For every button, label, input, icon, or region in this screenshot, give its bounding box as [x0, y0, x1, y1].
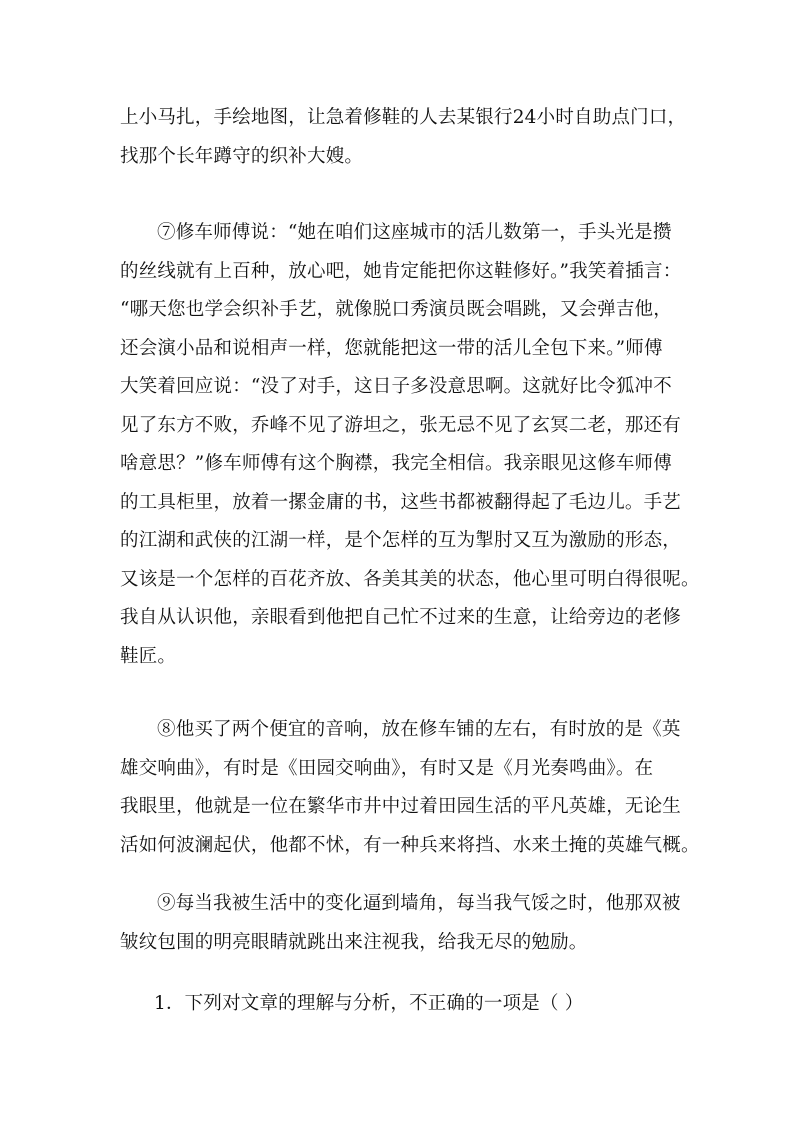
text-line: ⑦修车师傅说：“她在咱们这座城市的活儿数第一，手头光是攒 — [157, 222, 672, 243]
text-line: 大笑着回应说：“没了对手，这日子多没意思啊。这就好比令狐冲不 — [120, 376, 672, 397]
text-line: 还会演小品和说相声一样，您就能把这一带的活儿全包下来。”师傅 — [120, 337, 663, 359]
text-line: 见了东方不败，乔峰不见了游坦之，张无忌不见了玄冥二老，那还有 — [120, 414, 682, 436]
text-line: 雄交响曲》，有时是《田园交响曲》，有时又是《月光奏鸣曲》。在 — [120, 757, 654, 779]
text-line: 皱纹包围的明亮眼睛就跳出来注视我，给我无尽的勉励。 — [120, 931, 588, 953]
text-line: 鞋匠。 — [120, 645, 177, 667]
paragraph-7 — [120, 214, 700, 676]
text-line: 活如何波澜起伏，他都不怵，有一种兵来将挡、水来土掩的英雄气概。 — [120, 834, 700, 856]
paragraph-9 — [120, 885, 688, 962]
text-line: 的工具柜里，放着一摞金庸的书，这些书都被翻得起了毛边儿。手艺 — [120, 491, 682, 513]
question-1 — [120, 985, 688, 1024]
text-line: 的丝线就有上百种，放心吧，她肯定能把你这鞋修好。”我笑着插言： — [120, 260, 682, 282]
text-line: 上小马扎，手绘地图，让急着修鞋的人去某银行24小时自助点门口， — [120, 107, 687, 128]
text-line: 的江湖和武侠的江湖一样，是个怎样的互为掣肘又互为激励的形态， — [120, 530, 682, 551]
text-line: 又该是一个怎样的百花齐放、各美其美的状态，他心里可明白得很呢。 — [120, 568, 700, 590]
paragraph-8 — [120, 711, 700, 865]
text-line: 找那个长年蹲守的织补大嫂。 — [120, 145, 364, 167]
text-line: 啥意思？”修车师傅有这个胸襟，我完全相信。我亲眼见这修车师傅 — [120, 453, 672, 474]
text-line: 我自从认识他，亲眼看到他把自己忙不过来的生意，让给旁边的老修 — [120, 607, 682, 628]
text-line: ⑧他买了两个便宜的音响，放在修车铺的左右，有时放的是《英 — [157, 719, 681, 740]
text-line: “哪天您也学会织补手艺，就像脱口秀演员既会唱跳，又会弹吉他， — [120, 299, 672, 320]
question-text: 1．下列对文章的理解与分析，不正确的一项是（ ） — [154, 993, 584, 1014]
text-line: 我眼里，他就是一位在繁华市井中过着田园生活的平凡英雄，无论生 — [120, 796, 682, 817]
text-line: ⑨每当我被生活中的变化逼到墙角，每当我气馁之时，他那双被 — [157, 893, 681, 914]
paragraph-continuation — [120, 99, 688, 176]
